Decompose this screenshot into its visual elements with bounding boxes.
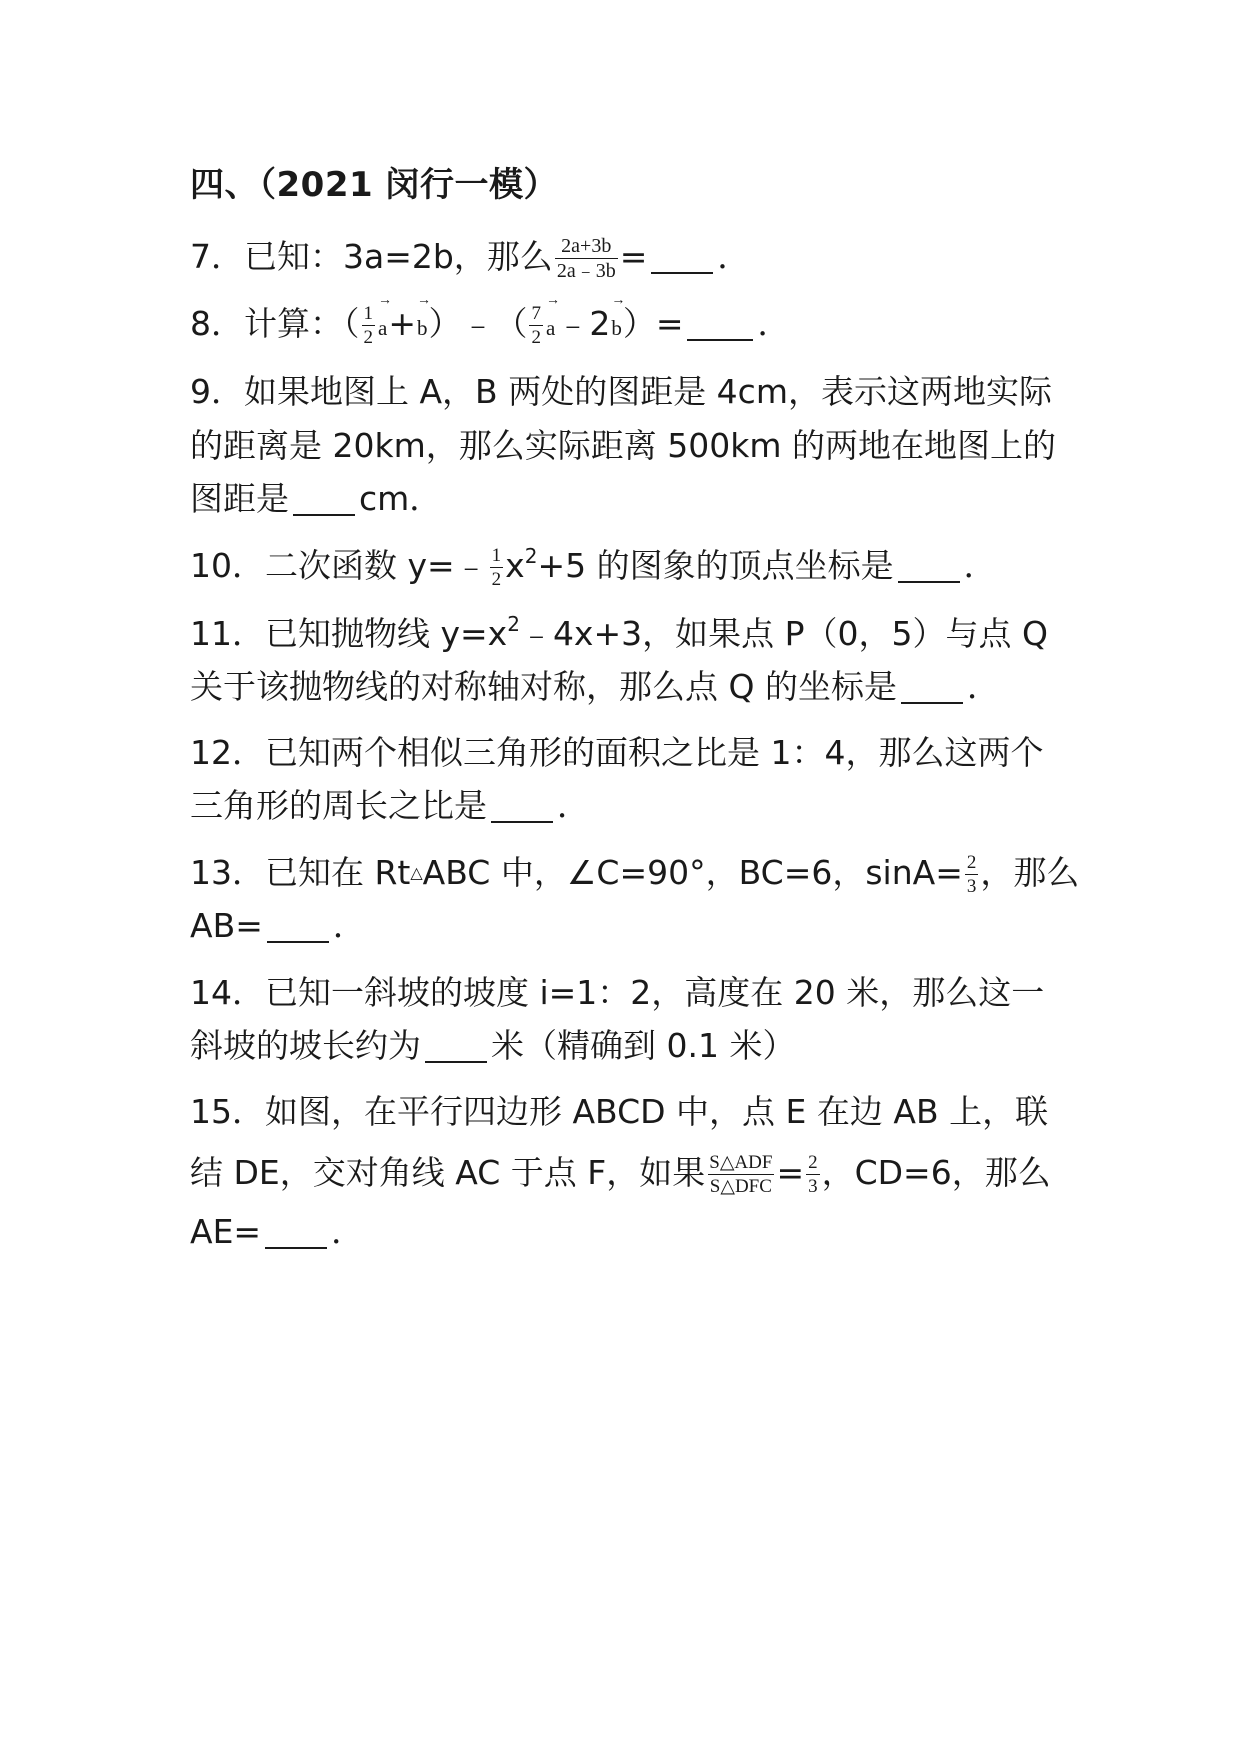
q13-period: ． [332, 906, 366, 945]
question-8 [190, 293, 791, 348]
q8-text: 8．计算：（ [190, 304, 360, 343]
question-12-line-2 [190, 786, 590, 826]
q15-text-end: ，CD=6，那么 [821, 1153, 1051, 1192]
q10-fraction [490, 546, 504, 589]
q15-area-denominator: S△DFC [709, 1176, 772, 1197]
q8-fraction-2 [529, 304, 543, 347]
q13-answer-blank[interactable] [267, 911, 329, 943]
question-11-line-2 [190, 667, 1000, 707]
q11-period: ． [966, 667, 1000, 706]
q10-answer-blank[interactable] [898, 551, 960, 583]
vector-a-2: → a [545, 293, 560, 340]
q9-text: 图距是 [190, 479, 289, 518]
q8-f1-numerator: 1 [363, 303, 373, 324]
question-9-line-1: 9．如果地图上 A，B 两处的图距是 4cm，表示这两地实际 [190, 372, 1052, 411]
q10-x: x [505, 546, 525, 585]
vector-b-letter: b [416, 316, 428, 340]
vector-a: → a [378, 293, 392, 340]
question-15-line-2 [190, 1153, 1051, 1196]
q12-period: ． [557, 786, 590, 825]
q8-f2-denominator: 2 [531, 327, 541, 348]
q10-numerator: 1 [491, 545, 502, 566]
q8-f1-denominator: 2 [363, 327, 373, 348]
q15-answer-blank[interactable] [265, 1217, 327, 1249]
q7-equals: = [619, 237, 648, 276]
q8-minus-two: ﹣2 [556, 304, 611, 343]
section-heading: 四、（2021 闵行一模） [190, 165, 558, 205]
q8-fraction-1 [362, 304, 376, 347]
q7-answer-blank[interactable] [651, 242, 713, 274]
q7-fraction [555, 236, 618, 281]
question-9-line-3 [190, 479, 442, 519]
q8-period: ． [757, 304, 791, 343]
q10-denominator: 2 [491, 569, 502, 590]
q15-area-numerator: S△ADF [709, 1152, 773, 1173]
q7-numerator: 2a+3b [561, 235, 612, 257]
q14-unit: 米（精确到 0.1 米） [491, 1026, 796, 1065]
q11-exponent: 2 [507, 612, 520, 636]
q8-f2-numerator: 7 [531, 303, 541, 324]
q7-period: ． [717, 237, 751, 276]
vector-b-2: → b [611, 293, 626, 340]
q12-text: 三角形的周长之比是 [190, 786, 487, 825]
q11-answer-blank[interactable] [901, 672, 963, 704]
q13-text: 13．已知在 Rt [190, 853, 411, 892]
q7-denominator: 2a﹣3b [556, 260, 616, 282]
q15-equals: = [776, 1153, 805, 1192]
q15-denominator: 3 [808, 1176, 818, 1197]
q8-equals: ）= [622, 304, 684, 343]
q15-fraction [806, 1153, 820, 1196]
q14-answer-blank[interactable] [425, 1031, 487, 1063]
q13-text-mid: ABC 中，∠C=90°，BC=6，sinA= [422, 853, 963, 892]
question-11-line-1 [190, 614, 1048, 654]
question-14-line-1: 14．已知一斜坡的坡度 i=1：2，高度在 20 米，那么这一 [190, 973, 1045, 1012]
q13-fraction [965, 853, 979, 896]
question-15-line-3 [190, 1212, 364, 1252]
q7-text: 7．已知：3a=2b，那么 [190, 237, 553, 276]
q10-text-rest: +5 的图象的顶点坐标是 [537, 546, 894, 585]
q13-numerator: 2 [966, 852, 977, 873]
question-10 [190, 546, 997, 589]
q13-text-end: ，那么 [980, 853, 1080, 892]
q15-text: 结 DE，交对角线 AC 于点 F，如果 [190, 1153, 706, 1192]
question-13-line-1 [190, 853, 1079, 896]
q8-answer-blank[interactable] [687, 309, 753, 341]
vector-b: → b [416, 293, 431, 340]
q11-text-rest: ﹣4x+3，如果点 P（0，5）与点 Q [519, 614, 1048, 653]
q10-text: 10．二次函数 y=﹣ [190, 546, 488, 585]
q15-numerator: 2 [808, 1152, 818, 1173]
question-13-line-2 [190, 906, 366, 946]
question-15-line-1: 15．如图，在平行四边形 ABCD 中，点 E 在边 AB 上，联 [190, 1092, 1049, 1131]
vector-a-letter: a [378, 316, 388, 340]
q15-area-ratio [707, 1153, 774, 1196]
q13-ab: AB= [190, 906, 263, 945]
q9-unit: cm． [359, 479, 443, 518]
q12-answer-blank[interactable] [491, 791, 553, 823]
question-7 [190, 236, 750, 281]
question-14-line-2 [190, 1026, 795, 1066]
q15-ae: AE= [190, 1212, 262, 1251]
q8-plus: + [388, 304, 416, 343]
question-12-line-1: 12．已知两个相似三角形的面积之比是 1：4，那么这两个 [190, 733, 1044, 772]
q14-text: 斜坡的坡长约为 [190, 1026, 421, 1065]
q15-period: ． [331, 1212, 365, 1251]
q8-text-mid: ）﹣（ [428, 304, 528, 343]
triangle-symbol: △ [410, 863, 423, 882]
q10-exponent: 2 [524, 544, 538, 568]
vector-b2-letter: b [611, 316, 622, 340]
q11-text: 11．已知抛物线 y=x [190, 614, 508, 653]
vector-a2-letter: a [545, 316, 556, 340]
question-9-line-2: 的距离是 20km，那么实际距离 500km 的两地在地图上的 [190, 426, 1056, 465]
q9-answer-blank[interactable] [293, 484, 355, 516]
q13-denominator: 3 [966, 876, 977, 897]
q10-period: ． [963, 546, 997, 585]
q11-line2-text: 关于该抛物线的对称轴对称，那么点 Q 的坐标是 [190, 667, 897, 706]
